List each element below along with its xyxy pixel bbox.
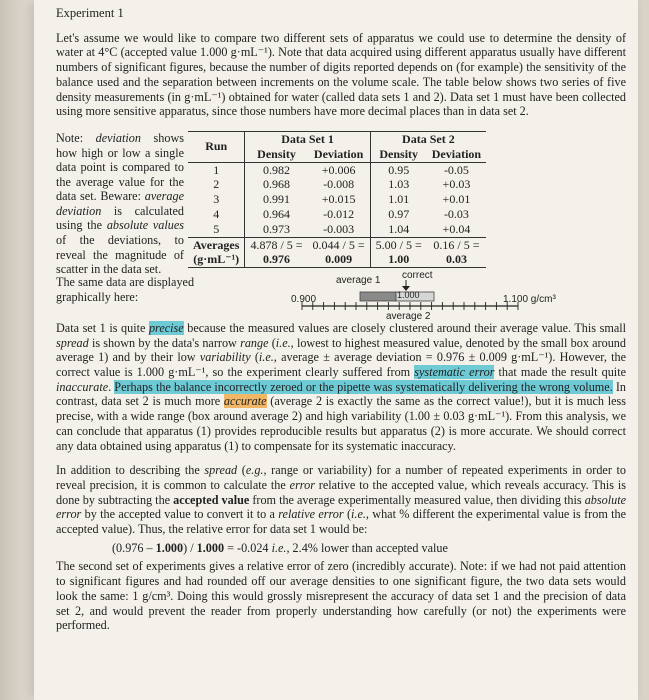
p2-text: In contrast, data set 2 is much more: [56, 379, 627, 409]
page-content: [56, 6, 626, 633]
set1-density-cell: 0.964: [245, 207, 308, 222]
p3-text: (: [237, 463, 246, 478]
p3-text: what % different the experimental value is from the accepted value). Thus, the relative error for data set 1 would be:: [56, 507, 627, 537]
averages-label: Averages: [193, 237, 240, 252]
axis-ticks: [302, 302, 518, 310]
error-paragraph: [56, 463, 626, 537]
set2-density-average: 1.00: [370, 252, 427, 267]
axis-center-label: 1.000: [397, 289, 420, 300]
p2-text: that made the result quite: [494, 365, 626, 380]
p3-bold: accepted value: [173, 492, 250, 507]
table-row: [188, 192, 486, 207]
table-row: [188, 222, 486, 237]
formula-accepted: 1.000: [155, 540, 184, 555]
precision-paragraph: [56, 321, 626, 453]
set2-header: Data Set 2: [370, 131, 486, 146]
graph-lead-text: The same data are displayed graphically here:: [56, 274, 195, 304]
set1-density-header: Density: [245, 147, 308, 162]
set2-deviation-header: Deviation: [431, 146, 482, 161]
set1-density-cell: 0.991: [245, 192, 308, 207]
number-line-figure: [56, 269, 626, 321]
set1-density-average: 0.976: [245, 252, 308, 267]
average-2-label: average 2: [386, 310, 431, 321]
set2-density-cell: 0.97: [370, 207, 427, 222]
run-cell: 3: [213, 192, 220, 207]
average-1-range-box: [360, 292, 396, 301]
set1-density-cell: 0.973: [245, 222, 308, 237]
p3-text: relative to the accepted value, which reveals accuracy. This is done by subtracting the: [56, 477, 626, 507]
set1-deviation-cell: +0.006: [321, 162, 356, 177]
p3-text: range or variability) for a number of repeated experiments in order to reveal precision, it is common to calculate the: [56, 463, 627, 492]
note-prefix: Note:: [56, 130, 96, 145]
p2-text: .: [108, 379, 115, 394]
p2-text: (: [250, 350, 259, 365]
deviation-note: [56, 131, 184, 277]
set1-deviation-cell: -0.012: [323, 206, 355, 221]
p2-text: (: [268, 335, 276, 350]
set1-deviation-avg-calc: 0.044 / 5 =: [312, 237, 365, 252]
density-graph: [56, 269, 626, 321]
formula-part: , 2.4% lower than accepted value: [286, 540, 448, 555]
set2-density-cell: 0.95: [370, 162, 427, 177]
set2-deviation-average: 0.03: [445, 252, 467, 267]
highlight-balance-sentence: Perhaps the balance incorrectly zeroed or the pipette was systematically delivering the wrong volume.: [114, 379, 613, 394]
units-label: (g·mL⁻¹): [193, 252, 240, 267]
set2-density-cell: 1.04: [370, 222, 427, 237]
set2-deviation-avg-calc: 0.16 / 5 =: [433, 237, 480, 252]
p2-term: inaccurate: [56, 379, 109, 394]
highlight-accurate: accurate: [223, 394, 267, 409]
set1-density-cell: 0.982: [245, 162, 308, 177]
axis-max-label: 1.100 g/cm³: [503, 293, 556, 305]
p2-text: average ± average deviation = 0.976 ± 0.009 g·mL⁻¹). However, the correct value is 1.000 g·mL⁻¹, so the experiment clearly suffered from: [56, 350, 626, 380]
set2-density-cell: 1.03: [370, 177, 427, 192]
average-1-label: average 1: [336, 274, 381, 286]
final-paragraph: The second set of experiments gives a relative error of zero (incredibly accurate). Note: if we had not paid attention to significant figures and had rounded off our average densities to one significant figure, the two data sets would look the same: 1 g/cm³. Doing this would grossly misrepresent the accuracy of data set 1 and the precision of data set 2, and would prevent the reader from properly understanding how carefully (or not) the experiments were performed.: [56, 559, 626, 633]
p3-term: relative error: [278, 507, 344, 522]
averages-result-row: [188, 252, 486, 267]
run-cell: 2: [213, 177, 220, 192]
set2-density-avg-calc: 5.00 / 5 =: [370, 237, 427, 252]
run-cell: 5: [213, 221, 220, 236]
set2-density-header: Density: [370, 147, 427, 162]
correct-label: correct: [402, 269, 433, 281]
p3-term: e.g.,: [245, 463, 267, 478]
formula-part: ) /: [183, 540, 197, 555]
set1-deviation-header: Deviation: [313, 146, 364, 161]
relative-error-formula: [112, 541, 626, 556]
formula-part: = -0.024: [224, 540, 272, 555]
formula-term: i.e.: [271, 540, 287, 555]
p2-text: is shown by the data's narrow: [88, 335, 241, 350]
averages-row: [188, 237, 486, 252]
book-page: [34, 0, 638, 700]
axis-min-label: 0.900: [291, 293, 317, 305]
section-heading: Experiment 1: [56, 6, 124, 20]
p3-text: In addition to describing the: [56, 463, 205, 478]
p3-term: absolute error: [56, 492, 626, 522]
set2-deviation-cell: +0.03: [442, 177, 471, 192]
highlight-systematic-error: systematic error: [414, 365, 495, 380]
set2-deviation-cell: -0.03: [443, 206, 469, 221]
note-term-deviation: deviation: [95, 130, 141, 145]
set2-deviation-cell: +0.04: [442, 221, 471, 236]
p2-text: lowest to highest measured value, denoted by the small box around average 1) and by their low: [56, 335, 626, 365]
note-text-2: is calculated using the: [56, 203, 184, 233]
p2-text: Data set 1 is quite: [56, 320, 149, 335]
formula-accepted: 1.000: [196, 540, 225, 555]
set1-density-cell: 0.968: [245, 177, 308, 192]
p2-text: (average 2 is exactly the same as the correct value!), but it is much less precise, with a wide range (box around average 2) and high variability (1.00 ± 0.03 g·mL⁻¹). From this analysis, we can conclude that apparatus (1) provides reproducible results but apparatus (2) is more accurate. We should correct any data obtained using apparatus (1) to compensate for its systematic inaccuracy.: [56, 394, 626, 453]
p3-term: i.e.,: [351, 507, 369, 522]
set2-deviation-cell: +0.01: [442, 192, 471, 207]
p3-text: by the accepted value to convert it to a: [81, 507, 279, 522]
p3-term: spread: [204, 463, 238, 478]
intro-paragraph: Let's assume we would like to compare two different sets of apparatus we could use to determine the density of water at 4°C (accepted value 1.000 g·mL⁻¹). Note that data acquired using different apparatus usually have different numbers of significant figures, because the number of digits reported depends on (for example) the sensitivity of the balance used and the separation between increments on the volume scale. The table below shows two series of five density measurements (in g·mL⁻¹) obtained for water (called data sets 1 and 2). Data set 1 must have been collected using more sensitive apparatus, since those numbers have more decimal places than in data set 2.: [56, 30, 626, 119]
run-cell: 4: [213, 206, 220, 221]
p2-text: because the measured values are closely clustered around their average value. This small: [183, 320, 626, 335]
set1-header: Data Set 1: [245, 131, 370, 146]
set1-deviation-cell: -0.008: [323, 177, 355, 192]
table-row: [188, 207, 486, 222]
run-header: Run: [188, 131, 245, 162]
note-term-absolute-values: absolute values: [106, 218, 184, 233]
note-term-average-deviation: average deviation: [56, 189, 184, 218]
p2-term: spread: [56, 335, 89, 350]
p2-term: i.e.,: [258, 350, 277, 365]
p2-term: range: [240, 335, 269, 350]
book-gutter: [0, 0, 34, 700]
run-cell: 1: [213, 162, 220, 177]
p2-term: variability: [199, 350, 251, 365]
highlight-precise: precise: [148, 320, 184, 335]
table-row: [188, 162, 486, 177]
set1-density-avg-calc: 4.878 / 5 =: [245, 237, 308, 252]
set1-deviation-average: 0.009: [325, 252, 353, 267]
p2-term: i.e.,: [275, 335, 294, 350]
set1-deviation-cell: +0.015: [321, 192, 356, 207]
formula-part: (0.976 –: [112, 540, 156, 555]
note-text-1: shows how high or low a single data point is compared to the average value for the data set. Beware:: [56, 130, 184, 204]
set2-deviation-cell: -0.05: [443, 162, 469, 177]
set1-deviation-cell: -0.003: [323, 221, 355, 236]
set2-density-cell: 1.01: [370, 192, 427, 207]
p3-text: (: [343, 507, 352, 522]
density-table: [188, 131, 486, 268]
table-row: [188, 177, 486, 192]
note-text-3: of the deviations, to reveal the magnitude of scatter in the data set.: [56, 233, 184, 277]
p3-term: error: [289, 477, 315, 492]
p3-text: from the average experimentally measured value, then dividing this: [249, 492, 585, 507]
